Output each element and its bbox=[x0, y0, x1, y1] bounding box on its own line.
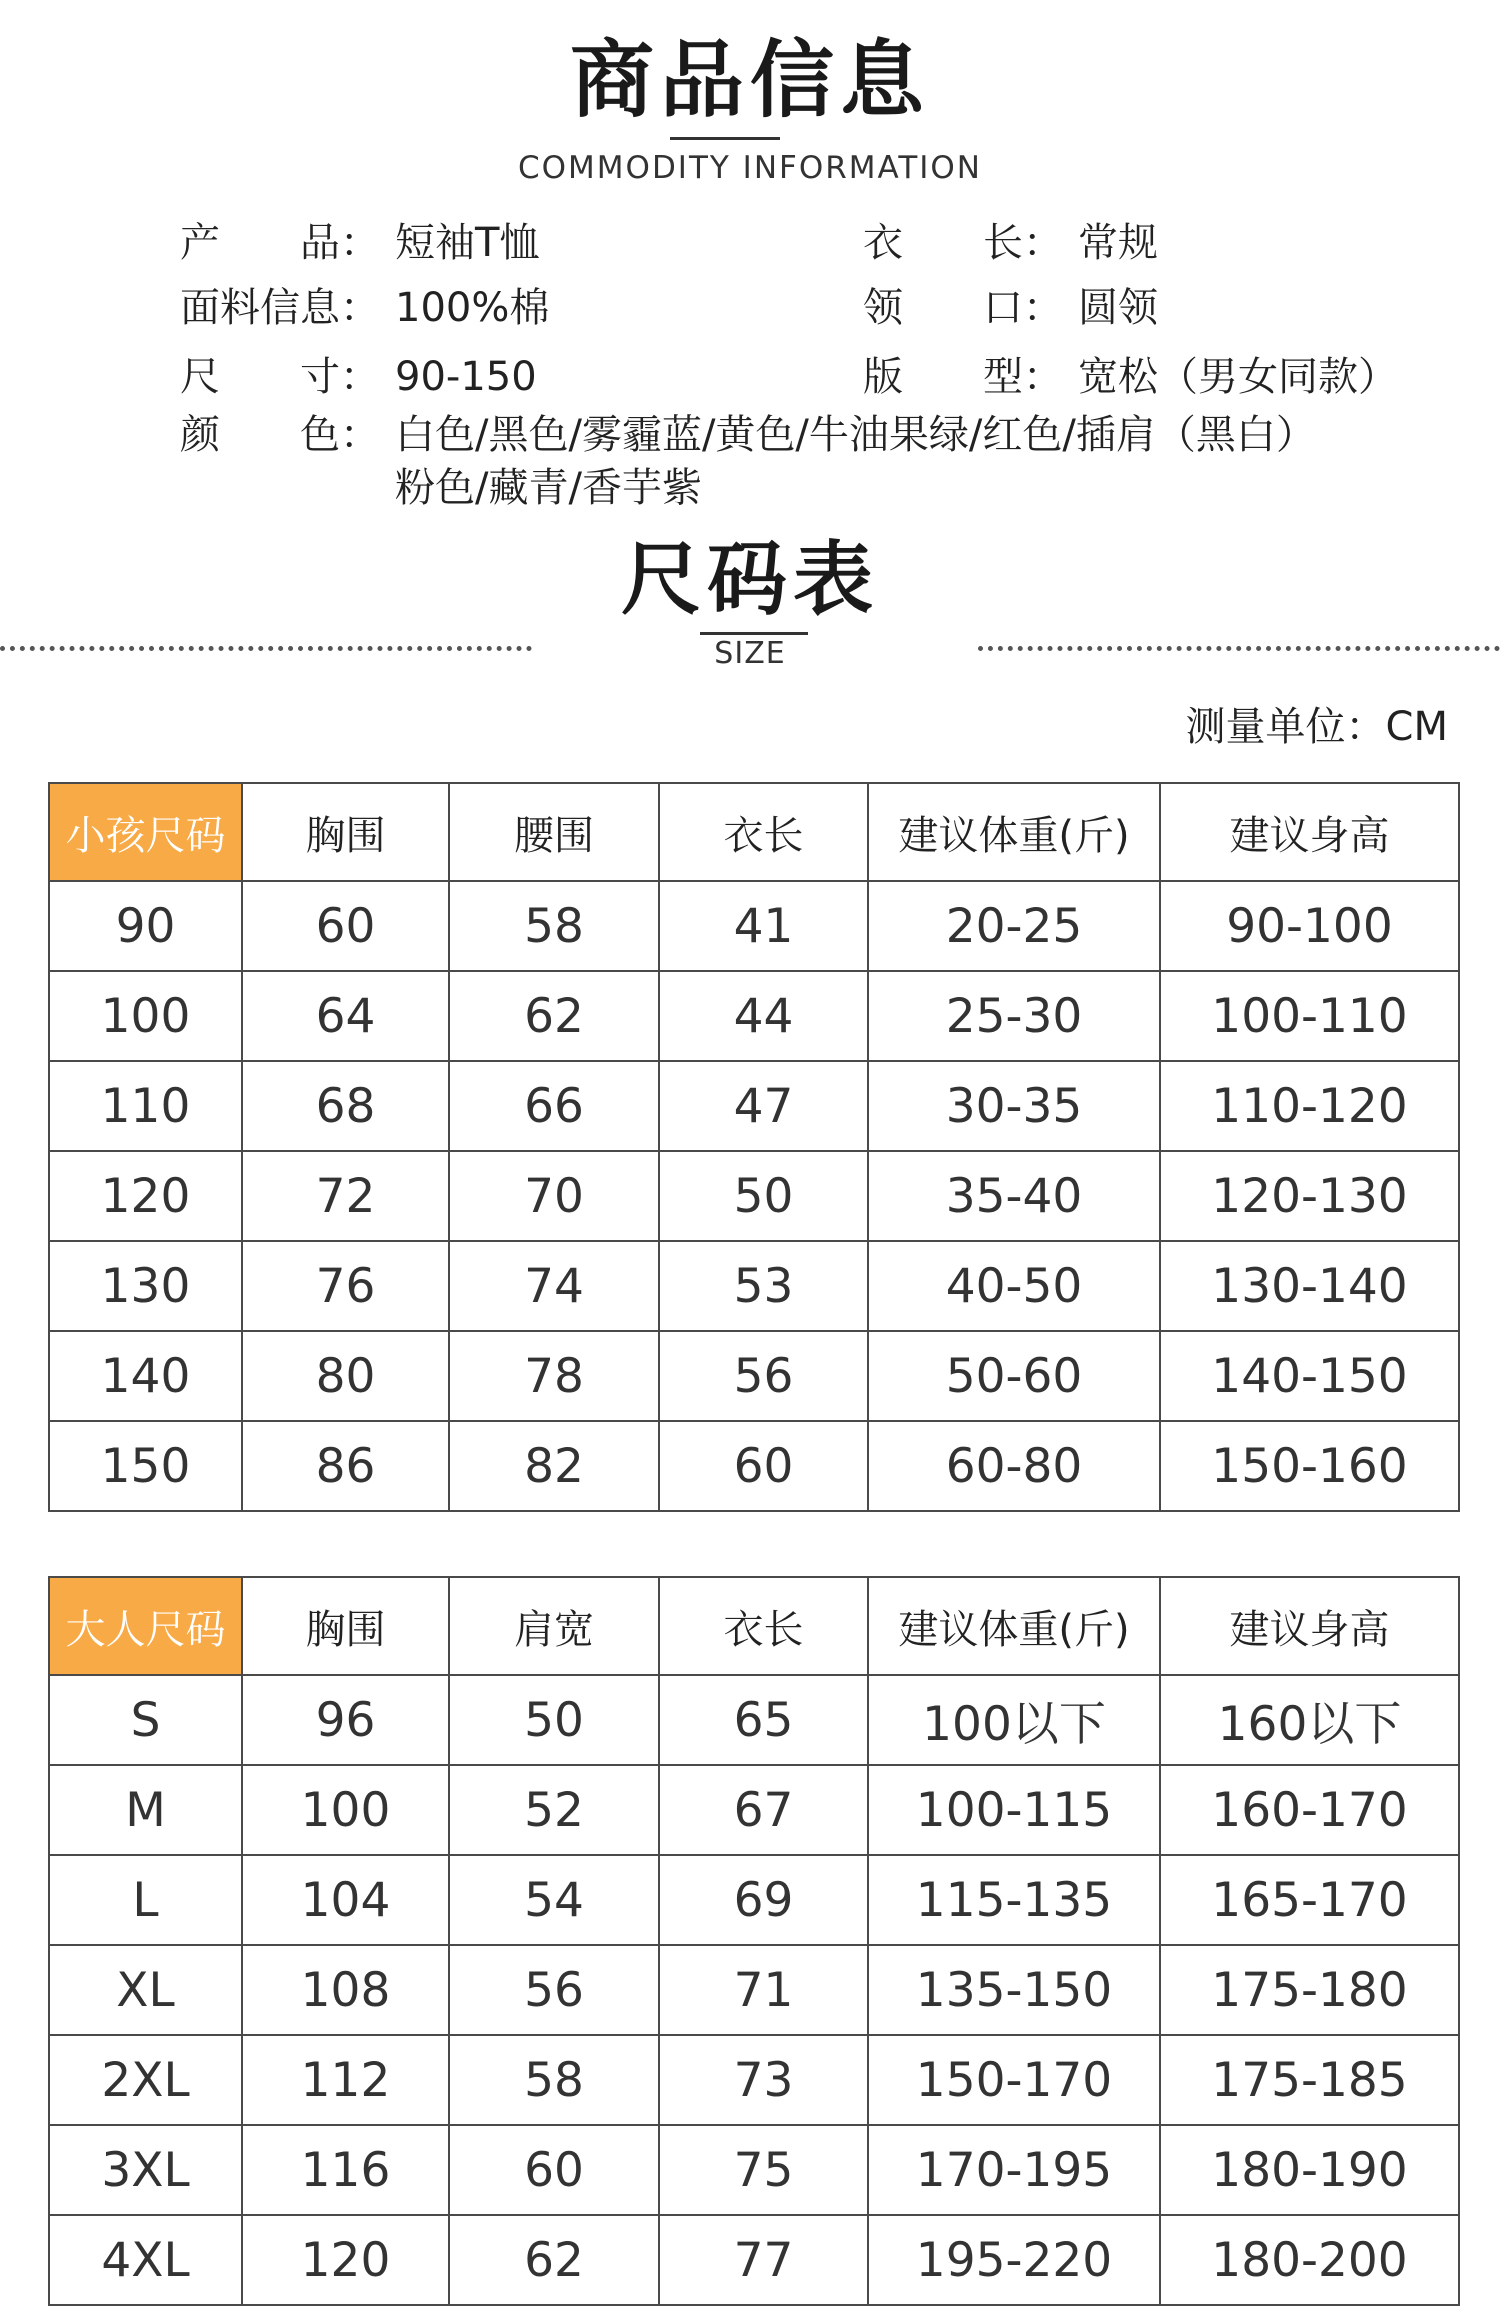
table-cell: 47 bbox=[659, 1061, 868, 1151]
table-cell: 78 bbox=[449, 1331, 659, 1421]
table-cell: 40-50 bbox=[868, 1241, 1160, 1331]
info-color-continued bbox=[395, 463, 702, 513]
table-cell: 116 bbox=[242, 2125, 449, 2215]
kids-table-row bbox=[49, 1151, 1459, 1241]
length-header: 衣长 bbox=[659, 783, 868, 881]
table-cell: 53 bbox=[659, 1241, 868, 1331]
table-cell: 52 bbox=[449, 1765, 659, 1855]
table-cell: 44 bbox=[659, 971, 868, 1061]
table-cell: 72 bbox=[242, 1151, 449, 1241]
table-cell: 140 bbox=[49, 1331, 242, 1421]
table-cell: 160-170 bbox=[1160, 1765, 1459, 1855]
height-header: 建议身高 bbox=[1160, 1577, 1459, 1675]
commodity-title: 商品信息 bbox=[569, 31, 930, 129]
table-cell: 170-195 bbox=[868, 2125, 1160, 2215]
dotted-divider-right bbox=[978, 646, 1500, 651]
table-cell: 100 bbox=[242, 1765, 449, 1855]
table-cell: 104 bbox=[242, 1855, 449, 1945]
table-cell: 58 bbox=[449, 2035, 659, 2125]
title-underline bbox=[670, 137, 780, 140]
table-cell: 69 bbox=[659, 1855, 868, 1945]
table-cell: 130 bbox=[49, 1241, 242, 1331]
table-cell: 100 bbox=[49, 971, 242, 1061]
table-cell: 25-30 bbox=[868, 971, 1160, 1061]
table-cell: 76 bbox=[242, 1241, 449, 1331]
adult-size-header: 大人尺码 bbox=[49, 1577, 242, 1675]
table-cell: 60 bbox=[449, 2125, 659, 2215]
kids-table-row bbox=[49, 1331, 1459, 1421]
info-size-value: 90-150 bbox=[395, 354, 537, 400]
dotted-divider-left bbox=[0, 646, 532, 651]
kids-table-row bbox=[49, 881, 1459, 971]
table-cell: 108 bbox=[242, 1945, 449, 2035]
chest-header: 胸围 bbox=[242, 1577, 449, 1675]
info-collar-label: 领 口： bbox=[863, 285, 1063, 331]
table-cell: 2XL bbox=[49, 2035, 242, 2125]
adult-table-row bbox=[49, 1765, 1459, 1855]
table-cell: 70 bbox=[449, 1151, 659, 1241]
table-cell: 66 bbox=[449, 1061, 659, 1151]
size-chart-title: 尺码表 bbox=[621, 533, 879, 626]
table-cell: 90 bbox=[49, 881, 242, 971]
table-cell: 68 bbox=[242, 1061, 449, 1151]
table-cell: 56 bbox=[659, 1331, 868, 1421]
table-cell: 54 bbox=[449, 1855, 659, 1945]
table-cell: 35-40 bbox=[868, 1151, 1160, 1241]
table-cell: L bbox=[49, 1855, 242, 1945]
table-cell: 195-220 bbox=[868, 2215, 1160, 2305]
table-cell: 160以下 bbox=[1160, 1675, 1459, 1765]
table-cell: 50 bbox=[449, 1675, 659, 1765]
table-cell: 74 bbox=[449, 1241, 659, 1331]
adult-table-row bbox=[49, 1675, 1459, 1765]
table-cell: 165-170 bbox=[1160, 1855, 1459, 1945]
table-cell: 180-200 bbox=[1160, 2215, 1459, 2305]
length-header: 衣长 bbox=[659, 1577, 868, 1675]
table-cell: 86 bbox=[242, 1421, 449, 1511]
size-chart-subtitle: SIZE bbox=[714, 636, 786, 671]
info-color-value-line2: 粉色/藏青/香芋紫 bbox=[395, 465, 702, 511]
kids-table-row bbox=[49, 1421, 1459, 1511]
table-cell: 20-25 bbox=[868, 881, 1160, 971]
measurement-unit: 测量单位：CM bbox=[1185, 704, 1448, 750]
adult-table-row bbox=[49, 2035, 1459, 2125]
height-header: 建议身高 bbox=[1160, 783, 1459, 881]
info-size-label: 尺 寸： bbox=[180, 354, 380, 400]
table-cell: 80 bbox=[242, 1331, 449, 1421]
table-cell: S bbox=[49, 1675, 242, 1765]
kids-table-row bbox=[49, 1241, 1459, 1331]
info-fabric-value: 100%棉 bbox=[395, 285, 550, 331]
adult-table-row bbox=[49, 2215, 1459, 2305]
table-cell: 60 bbox=[659, 1421, 868, 1511]
table-cell: 96 bbox=[242, 1675, 449, 1765]
table-header-row bbox=[49, 783, 1459, 881]
table-cell: 175-180 bbox=[1160, 1945, 1459, 2035]
table-cell: 150-160 bbox=[1160, 1421, 1459, 1511]
table-cell: 100以下 bbox=[868, 1675, 1160, 1765]
table-cell: 150 bbox=[49, 1421, 242, 1511]
table-cell: 56 bbox=[449, 1945, 659, 2035]
table-cell: 120-130 bbox=[1160, 1151, 1459, 1241]
adult-table-row bbox=[49, 1855, 1459, 1945]
table-cell: 62 bbox=[449, 971, 659, 1061]
table-cell: 110 bbox=[49, 1061, 242, 1151]
table-cell: 58 bbox=[449, 881, 659, 971]
table-cell: 60 bbox=[242, 881, 449, 971]
table-cell: 3XL bbox=[49, 2125, 242, 2215]
table-cell: 90-100 bbox=[1160, 881, 1459, 971]
kids-size-table bbox=[48, 782, 1460, 1512]
table-cell: 100-110 bbox=[1160, 971, 1459, 1061]
table-cell: 140-150 bbox=[1160, 1331, 1459, 1421]
table-cell: 30-35 bbox=[868, 1061, 1160, 1151]
info-fit-value: 宽松（男女同款） bbox=[1078, 354, 1398, 400]
table-cell: 60-80 bbox=[868, 1421, 1160, 1511]
table-cell: XL bbox=[49, 1945, 242, 2035]
info-product-value: 短袖T恤 bbox=[395, 220, 540, 266]
info-fit-label: 版 型： bbox=[863, 354, 1063, 400]
commodity-subtitle: COMMODITY INFORMATION bbox=[518, 150, 982, 186]
kids-size-header: 小孩尺码 bbox=[49, 783, 242, 881]
table-cell: 100-115 bbox=[868, 1765, 1160, 1855]
kids-table-row bbox=[49, 1061, 1459, 1151]
adult-size-table bbox=[48, 1576, 1460, 2306]
table-cell: 4XL bbox=[49, 2215, 242, 2305]
table-cell: 180-190 bbox=[1160, 2125, 1459, 2215]
info-color-label: 颜 色： bbox=[180, 412, 380, 458]
table-cell: 110-120 bbox=[1160, 1061, 1459, 1151]
table-cell: M bbox=[49, 1765, 242, 1855]
info-product-label: 产 品： bbox=[180, 220, 380, 266]
shoulder-header: 肩宽 bbox=[449, 1577, 659, 1675]
table-cell: 41 bbox=[659, 881, 868, 971]
table-cell: 67 bbox=[659, 1765, 868, 1855]
table-cell: 115-135 bbox=[868, 1855, 1160, 1945]
table-cell: 64 bbox=[242, 971, 449, 1061]
table-cell: 150-170 bbox=[868, 2035, 1160, 2125]
table-cell: 175-185 bbox=[1160, 2035, 1459, 2125]
kids-table-row bbox=[49, 971, 1459, 1061]
waist-header: 腰围 bbox=[449, 783, 659, 881]
info-length-label: 衣 长： bbox=[863, 220, 1063, 266]
table-header-row bbox=[49, 1577, 1459, 1675]
info-collar-value: 圆领 bbox=[1078, 285, 1158, 331]
table-cell: 135-150 bbox=[868, 1945, 1160, 2035]
size-title-underline bbox=[700, 632, 808, 635]
table-cell: 71 bbox=[659, 1945, 868, 2035]
table-cell: 73 bbox=[659, 2035, 868, 2125]
table-cell: 75 bbox=[659, 2125, 868, 2215]
table-cell: 62 bbox=[449, 2215, 659, 2305]
table-cell: 82 bbox=[449, 1421, 659, 1511]
table-cell: 50 bbox=[659, 1151, 868, 1241]
table-cell: 77 bbox=[659, 2215, 868, 2305]
info-fabric-label: 面料信息： bbox=[180, 285, 380, 331]
weight-header: 建议体重(斤) bbox=[868, 1577, 1160, 1675]
table-cell: 65 bbox=[659, 1675, 868, 1765]
table-cell: 120 bbox=[49, 1151, 242, 1241]
info-color-value-line1: 白色/黑色/雾霾蓝/黄色/牛油果绿/红色/插肩（黑白） bbox=[395, 412, 1316, 458]
table-cell: 112 bbox=[242, 2035, 449, 2125]
chest-header: 胸围 bbox=[242, 783, 449, 881]
table-cell: 50-60 bbox=[868, 1331, 1160, 1421]
adult-table-row bbox=[49, 1945, 1459, 2035]
table-cell: 130-140 bbox=[1160, 1241, 1459, 1331]
adult-table-row bbox=[49, 2125, 1459, 2215]
weight-header: 建议体重(斤) bbox=[868, 783, 1160, 881]
info-length-value: 常规 bbox=[1078, 220, 1158, 266]
table-cell: 120 bbox=[242, 2215, 449, 2305]
